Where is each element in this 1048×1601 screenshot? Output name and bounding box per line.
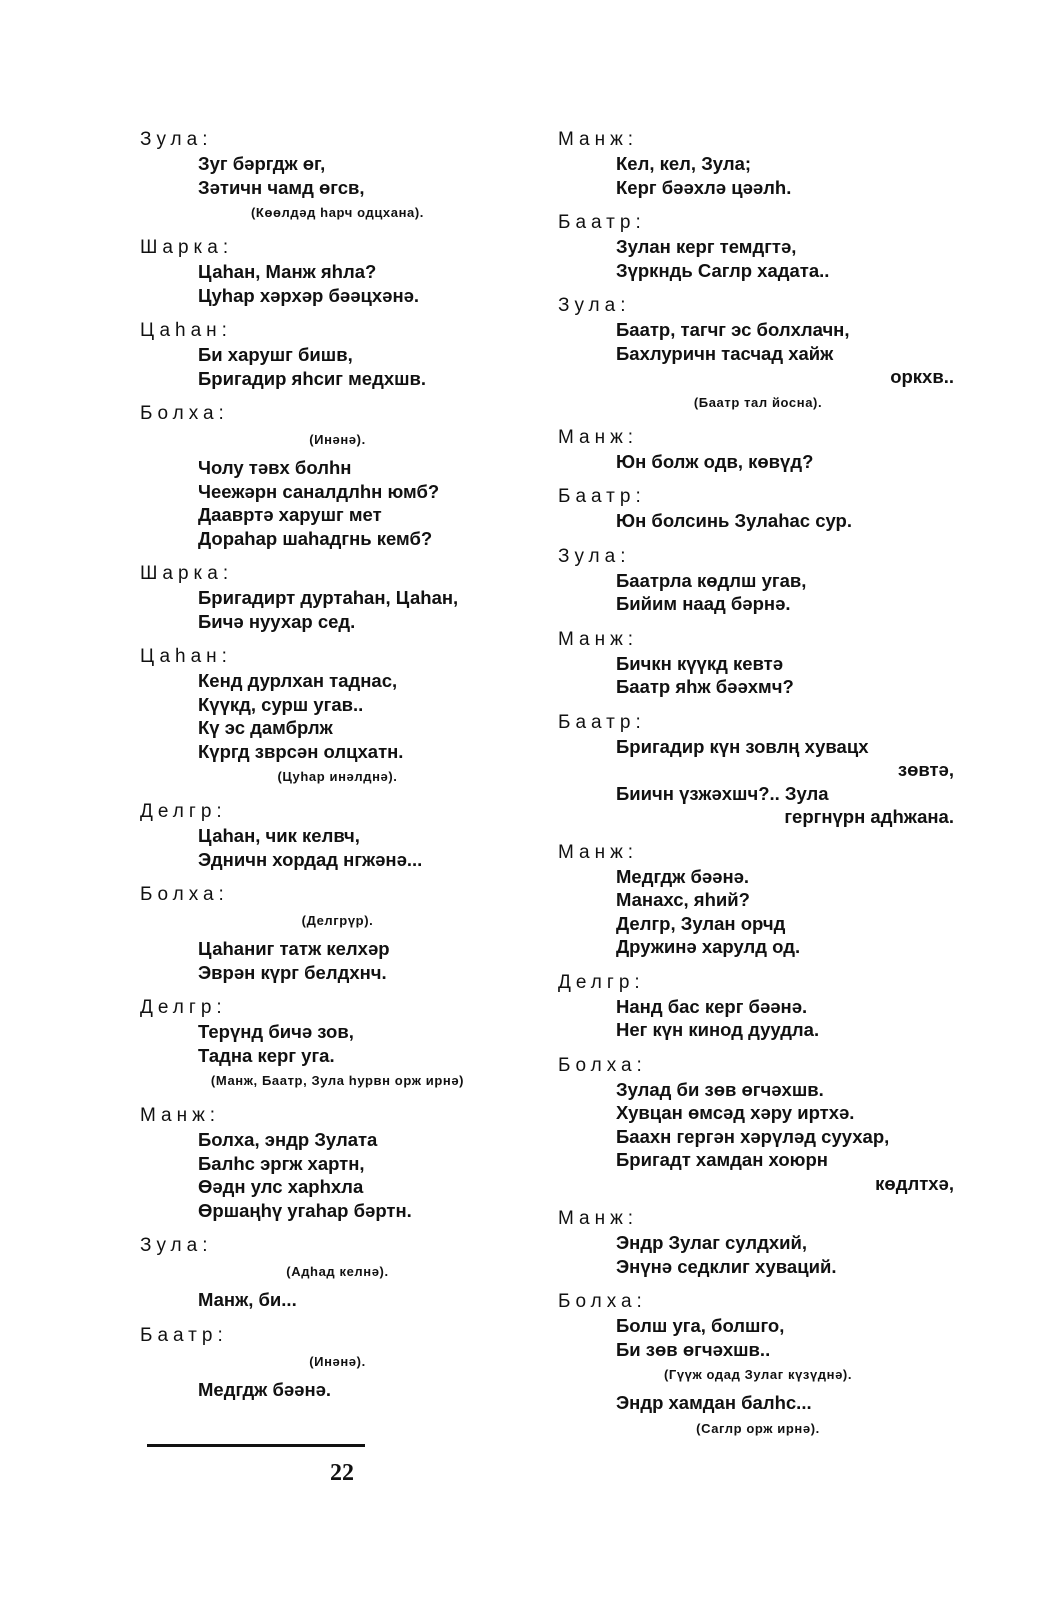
verse-line-continuation: оркхв.. xyxy=(890,366,954,387)
verse-line: Зулан керг темдгтә, xyxy=(616,236,797,257)
footer-rule xyxy=(147,1444,365,1447)
verse-line: Манж, би... xyxy=(198,1289,297,1310)
verse-line: Кенд дурлхан таднас, xyxy=(198,670,398,691)
verse-line: Баатрла көдлш угав, xyxy=(616,569,807,591)
verse-line: Зүркндь Саглр хадата.. xyxy=(616,259,830,281)
verse-line-continuation: көдлтхә, xyxy=(875,1172,954,1194)
speaker-name: Зула: xyxy=(140,129,213,150)
verse-line: Медгдж бәәнә. xyxy=(198,1378,332,1400)
verse-line: Бригадир яһсиг медхшв. xyxy=(198,367,427,389)
verse-line: Баатр яһж бәәхмч? xyxy=(616,676,794,697)
verse-line: Медгдж бәәнә. xyxy=(616,865,750,887)
verse-line: Бийим наад бәрнә. xyxy=(616,593,791,614)
stage-direction: (Инәнә). xyxy=(309,432,366,447)
verse-line: Бичкн күүкд кевтә xyxy=(616,652,783,674)
verse-line-continuation: зөвтә, xyxy=(897,759,954,780)
speaker-name: Зула: xyxy=(140,1235,213,1256)
stage-direction: (Гүүж одад Зулаг күзүднә). xyxy=(663,1367,853,1382)
verse-line: Нанд бас керг бәәнә. xyxy=(616,995,808,1017)
verse-line-continuation: гергнүрн адһжана. xyxy=(784,806,954,827)
verse-line: Балһс эргж хартн, xyxy=(198,1152,365,1174)
verse-line: Хувцан өмсәд хәру иртхә. xyxy=(616,1102,855,1123)
speaker-name: Манж: xyxy=(558,1208,639,1229)
speaker-name: Цаһан: xyxy=(140,646,232,667)
speaker-name: Манж: xyxy=(558,426,639,448)
stage-direction: (Делгрүр). xyxy=(301,913,374,928)
verse-line: Цуһар хәрхәр бәәцхәнә. xyxy=(198,284,420,306)
verse-line: Зәтичн чамд өгсв, xyxy=(198,176,365,198)
speaker-name: Зула: xyxy=(558,295,631,316)
speaker-name: Баатр: xyxy=(558,711,646,733)
speaker-name: Баатр: xyxy=(558,486,646,507)
verse-line: Терүнд бичә зов, xyxy=(198,1021,354,1042)
verse-line: Керг бәәхлә цәәлһ. xyxy=(616,176,792,198)
verse-line: Даавртә харушг мет xyxy=(198,504,382,525)
left-column xyxy=(140,128,535,1401)
stage-direction: (Саглр орж ирнә). xyxy=(696,1420,820,1436)
speaker-name: Цаһан: xyxy=(140,320,232,341)
speaker-name: Зула: xyxy=(558,545,631,567)
verse-line: Эндр Зулаг сулдхий, xyxy=(616,1232,808,1253)
verse-line: Цаһан, чик келвч, xyxy=(198,825,360,846)
verse-line: Баатр, тагчг эс болхлачн, xyxy=(616,319,850,340)
right-column xyxy=(558,128,958,1445)
speaker-name: Болха: xyxy=(140,884,229,905)
verse-line: Тадна керг уга. xyxy=(198,1044,335,1066)
speaker-name: Манж: xyxy=(558,841,639,863)
stage-direction: (Көөлдәд һарч одцхана). xyxy=(251,205,424,220)
speaker-name: Болха: xyxy=(558,1054,647,1076)
verse-line: Күүкд, сурш угав.. xyxy=(198,693,364,715)
verse-line: Би харушг бишв, xyxy=(198,344,353,365)
verse-line: Нег күн кинод дуудла. xyxy=(616,1019,820,1040)
speaker-name: Болха: xyxy=(140,403,229,424)
verse-line: Дораһар шаһадгнь кемб? xyxy=(198,527,433,549)
verse-line: Чолу тәвх болһн xyxy=(198,457,352,478)
verse-line: Зулад би зөв өгчәхшв. xyxy=(616,1078,824,1100)
speaker-name: Шарка: xyxy=(140,237,234,258)
verse-line: Эндр хамдан балһс... xyxy=(616,1392,812,1413)
verse-line: Делгр, Зулан орчд xyxy=(616,912,786,934)
verse-line: Бригадт хамдан хоюрн xyxy=(616,1149,828,1170)
stage-direction: (Цуһар инәлднә). xyxy=(277,769,398,784)
verse-line: Юн болсинь Зулаһас сур. xyxy=(616,510,852,531)
verse-line: Чеежәрн саналдлһн юмб? xyxy=(198,480,440,502)
stage-direction: (Манж, Баатр, Зула һурвн орж ирнә) xyxy=(210,1073,465,1088)
verse-line: Болш уга, болшго, xyxy=(616,1315,785,1336)
verse-line: Бригадир күн зовлң хувацх xyxy=(616,735,869,757)
stage-direction: (Инәнә). xyxy=(309,1353,366,1369)
verse-line: Баахн гергән хәрүләд суухар, xyxy=(616,1125,890,1147)
speaker-name: Делгр: xyxy=(140,997,227,1018)
verse-line: Бахлуричн тасчад хайж xyxy=(616,342,834,364)
verse-line: Юн болж одв, көвүд? xyxy=(616,450,814,472)
verse-line: Цаһаниг татж келхәр xyxy=(198,938,390,959)
verse-line: Биичн үзжәхшч?.. Зула xyxy=(616,782,829,804)
verse-line: Кел, кел, Зула; xyxy=(616,153,752,174)
stage-direction: (Адһад келнә). xyxy=(286,1264,389,1279)
speaker-name: Делгр: xyxy=(140,801,227,822)
verse-line: Күргд зврсән олцхатн. xyxy=(198,740,404,762)
verse-line: Кү эс дамбрлж xyxy=(198,717,333,738)
page-number: 22 xyxy=(330,1460,354,1486)
verse-line: Өәдн улс харһхла xyxy=(198,1176,364,1197)
verse-line: Бичә нуухар сед. xyxy=(198,610,356,632)
verse-line: Бригадирт дуртаһан, Цаһан, xyxy=(198,587,459,608)
speaker-name: Баатр: xyxy=(140,1324,228,1346)
verse-line: Цаһан, Манж яһла? xyxy=(198,261,377,282)
verse-line: Өршаңһү угаһар бәртн. xyxy=(198,1199,412,1221)
speaker-name: Манж: xyxy=(558,129,639,150)
verse-line: Эдничн хордад нгжәнә... xyxy=(198,848,423,870)
speaker-name: Баатр: xyxy=(558,212,646,233)
verse-line: Болха, эндр Зулата xyxy=(198,1129,378,1150)
verse-line: Зуг бәргдж өг, xyxy=(198,153,326,174)
verse-line: Эврән күрг белдхнч. xyxy=(198,961,387,983)
speaker-name: Манж: xyxy=(558,628,639,650)
speaker-name: Шарка: xyxy=(140,563,234,584)
verse-line: Би зөв өгчәхшв.. xyxy=(616,1338,771,1360)
speaker-name: Делгр: xyxy=(558,971,645,993)
speaker-name: Болха: xyxy=(558,1291,647,1312)
speaker-name: Манж: xyxy=(140,1105,221,1126)
verse-line: Дружинә харулд од. xyxy=(616,936,801,957)
verse-line: Энүнә седклиг хуваций. xyxy=(616,1255,837,1277)
stage-direction: (Баатр тал йосна). xyxy=(693,394,823,410)
verse-line: Манахс, яһий? xyxy=(616,889,750,910)
